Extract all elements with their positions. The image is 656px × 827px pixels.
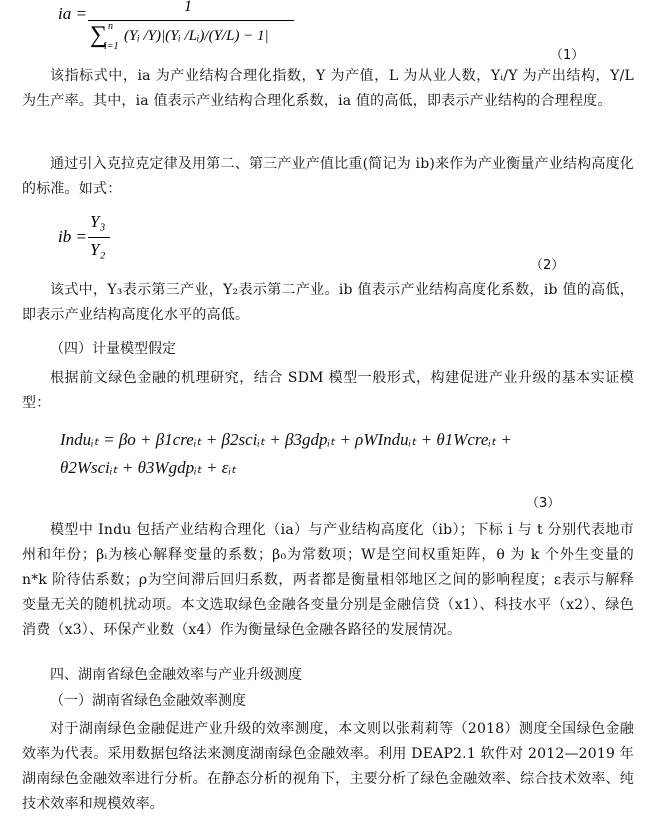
eq2-fraction-bar <box>88 237 110 238</box>
eq3-line-2: θ2Wsciᵢₜ + θ3Wgdpᵢₜ + εᵢₜ <box>60 458 237 477</box>
eq1-fraction-bar <box>88 20 294 21</box>
subsection-heading-1: （一）湖南省绿色金融效率测度 <box>50 693 246 709</box>
eq3-line-1: Induᵢₜ = βo + β1creᵢₜ + β2sciᵢₜ + β3gdpᵢₜ + ρWInduᵢₜ + θ1Wcreᵢₜ + <box>60 430 512 449</box>
eq1-lhs: ia = <box>58 4 87 23</box>
paragraph-1: 该指标式中，ia 为产业结构合理化指数，Y 为产值，L 为从业人数，Yᵢ/Y 为产出结构，Y/L 为生产率。其中，ia 值表示产业结构合理化系数，ia 值的高低，即表示产业结构的合理程度。 <box>22 68 634 109</box>
paragraph-5: 模型中 Indu 包括产业结构合理化（ia）与产业结构高度化（ib）；下标 i 与 t 分别代表地市州和年份；βᵢ为核心解释变量的系数；β₀为常数项；W是空间权重矩阵，θ 为 k 个外生变量的 n*k 阶待估系数；ρ为空间滞后回归系数，两者都是衡量相邻地区之间的影响程度；ε表示与解释变量无关的随机扰动项。本文选取绿色金融各变量分别是金融信贷（x1）、科技水平（x2）、绿色消费（x3）、环保产业数（x4）作为衡量绿色金融各路径的发展情况。 <box>22 522 634 638</box>
eq2-number: （2） <box>530 258 565 273</box>
paragraph-4: 根据前文绿色金融的机理研究，结合 SDM 模型一般形式，构建促进产业升级的基本实证模型： <box>22 370 634 411</box>
subsection-heading-4: （四）计量模型假定 <box>50 341 176 357</box>
paragraph-2: 通过引入克拉克定律及用第二、第三产业产值比重(简记为 ib)来作为产业衡量产业结构高度化的标准。如式： <box>22 156 634 197</box>
eq2-numerator: Y₃ <box>90 212 106 231</box>
eq3-number: （3） <box>526 496 561 511</box>
eq2-lhs: ib = <box>58 227 87 246</box>
section-heading-4: 四、湖南省绿色金融效率与产业升级测度 <box>50 667 302 683</box>
eq1-sum-sign: ∑ <box>90 22 108 48</box>
paragraph-3: 该式中，Y₃表示第三产业，Y₂表示第二产业。ib 值表示产业结构高度化系数，ib 值的高低，即表示产业结构高度化水平的高低。 <box>22 282 634 323</box>
eq1-number: （1） <box>550 48 585 63</box>
eq1-body: (Yᵢ /Y)|(Yᵢ /Lᵢ)/(Y/L) − 1| <box>124 28 269 44</box>
eq1-sum-lower: i=1 <box>104 41 119 52</box>
eq2-denominator: Y₂ <box>90 240 106 259</box>
eq1-numerator: 1 <box>184 0 192 15</box>
eq1-sum-upper: n <box>108 21 113 32</box>
paragraph-6: 对于湖南绿色金融促进产业升级的效率测度，本文则以张莉莉等（2018）测度全国绿色金融效率为代表。采用数据包络法来测度湖南绿色金融效率。利用 DEAP2.1 软件对 2012—2019 年湖南绿色金融效率进行分析。在静态分析的视角下，主要分析了绿色金融效率、综合技术效率、纯技术效率和规模效率。 <box>22 721 634 812</box>
